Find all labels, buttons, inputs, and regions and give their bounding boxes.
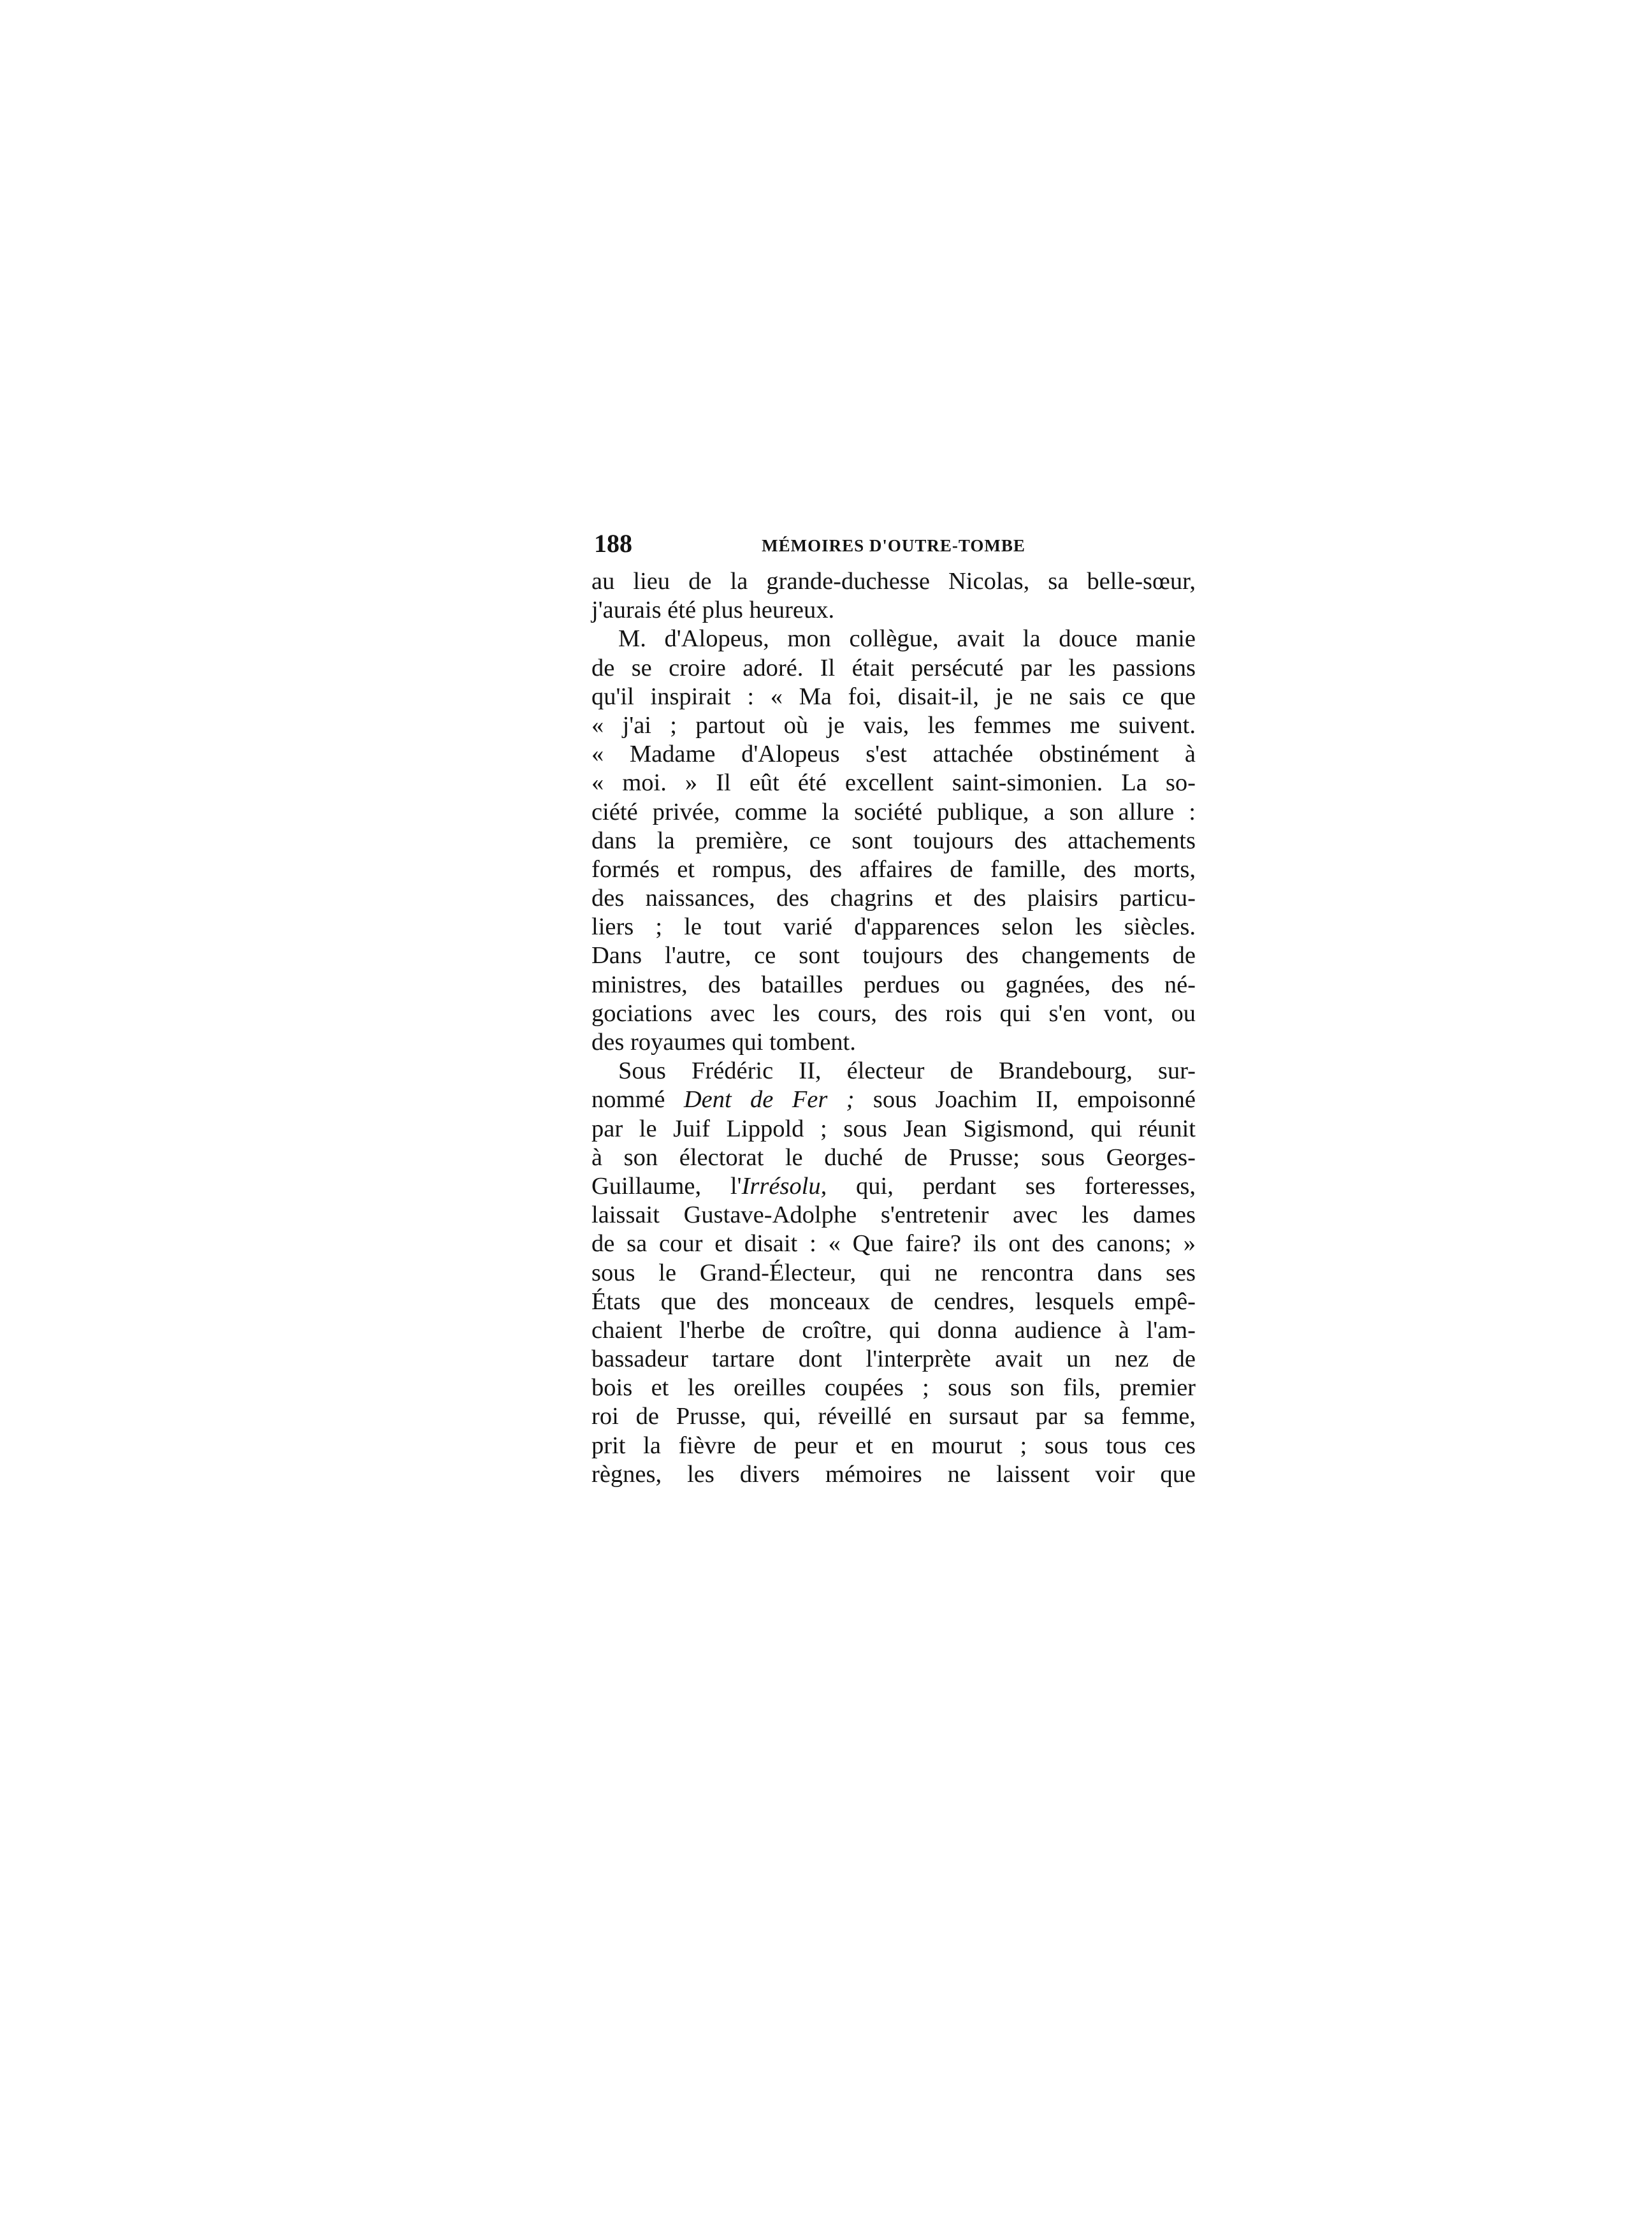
text-line: règnes, les divers mémoires ne laissent voir que — [591, 1460, 1196, 1488]
text-line: dans la première, ce sont toujours des attachements — [591, 827, 1196, 854]
text-line: sous le Grand-Électeur, qui ne rencontra dans ses — [591, 1259, 1196, 1286]
italic-phrase: Dent de Fer ; — [683, 1086, 855, 1114]
text-line: « j'ai ; partout où je vais, les femmes me suivent. — [591, 711, 1196, 739]
text-line: ciété privée, comme la société publique, a son allure : — [591, 798, 1196, 825]
text-line: par le Juif Lippold ; sous Jean Sigismond, qui réunit — [591, 1115, 1196, 1142]
text-line: gociations avec les cours, des rois qui s'en vont, ou — [591, 999, 1196, 1027]
text-line: chaient l'herbe de croître, qui donna audience à l'am- — [591, 1316, 1196, 1344]
text-line: liers ; le tout varié d'apparences selon les siècles. — [591, 913, 1196, 941]
text-line: États que des monceaux de cendres, lesquels empê- — [591, 1288, 1196, 1315]
text-line: au lieu de la grande-duchesse Nicolas, sa belle-sœur, — [591, 568, 1196, 595]
text-line: Sous Frédéric II, électeur de Brandebourg, sur- — [618, 1057, 1196, 1085]
text-line: « moi. » Il eût été excellent saint-simonien. La so- — [591, 769, 1196, 797]
running-head — [591, 528, 1196, 560]
text-line: roi de Prusse, qui, réveillé en sursaut par sa femme, — [591, 1403, 1196, 1430]
text-line: j'aurais été plus heureux. — [591, 597, 835, 624]
text-line: Dans l'autre, ce sont toujours des changements de — [591, 942, 1196, 969]
text-line: ministres, des batailles perdues ou gagnées, des né- — [591, 971, 1196, 998]
text-line: de sa cour et disait : « Que faire? ils ont des canons; » — [591, 1230, 1196, 1258]
text-line: des naissances, des chagrins et des plaisirs particu- — [591, 885, 1196, 912]
text-line: qu'il inspirait : « Ma foi, disait-il, je ne sais ce que — [591, 683, 1196, 710]
text-line: à son électorat le duché de Prusse; sous Georges- — [591, 1143, 1196, 1171]
text-line: laissait Gustave-Adolphe s'entretenir avec les dames — [591, 1201, 1196, 1229]
running-title: MÉMOIRES D'OUTRE-TOMBE — [762, 536, 1025, 555]
page-number: 188 — [594, 529, 632, 558]
text-line: Guillaume, l'Irrésolu, qui, perdant ses forteresses, — [591, 1172, 1196, 1200]
body-text — [591, 567, 1196, 1489]
text-line: « Madame d'Alopeus s'est attachée obstinément à — [591, 741, 1196, 768]
text-line: bassadeur tartare dont l'interprète avait un nez de — [591, 1346, 1196, 1373]
page-text-block — [591, 528, 1196, 1489]
text-line: formés et rompus, des affaires de famille, des morts, — [591, 855, 1196, 883]
text-line: de se croire adoré. Il était persécuté par les passions — [591, 654, 1196, 681]
text-line: des royaumes qui tombent. — [591, 1029, 856, 1056]
text-line: nommé Dent de Fer ; sous Joachim II, empoisonné — [591, 1086, 1196, 1114]
italic-phrase: Irrésolu, — [741, 1172, 827, 1200]
text-line: prit la fièvre de peur et en mourut ; sous tous ces — [591, 1432, 1196, 1459]
text-line: bois et les oreilles coupées ; sous son fils, premier — [591, 1374, 1196, 1402]
text-line: M. d'Alopeus, mon collègue, avait la douce manie — [618, 625, 1196, 653]
